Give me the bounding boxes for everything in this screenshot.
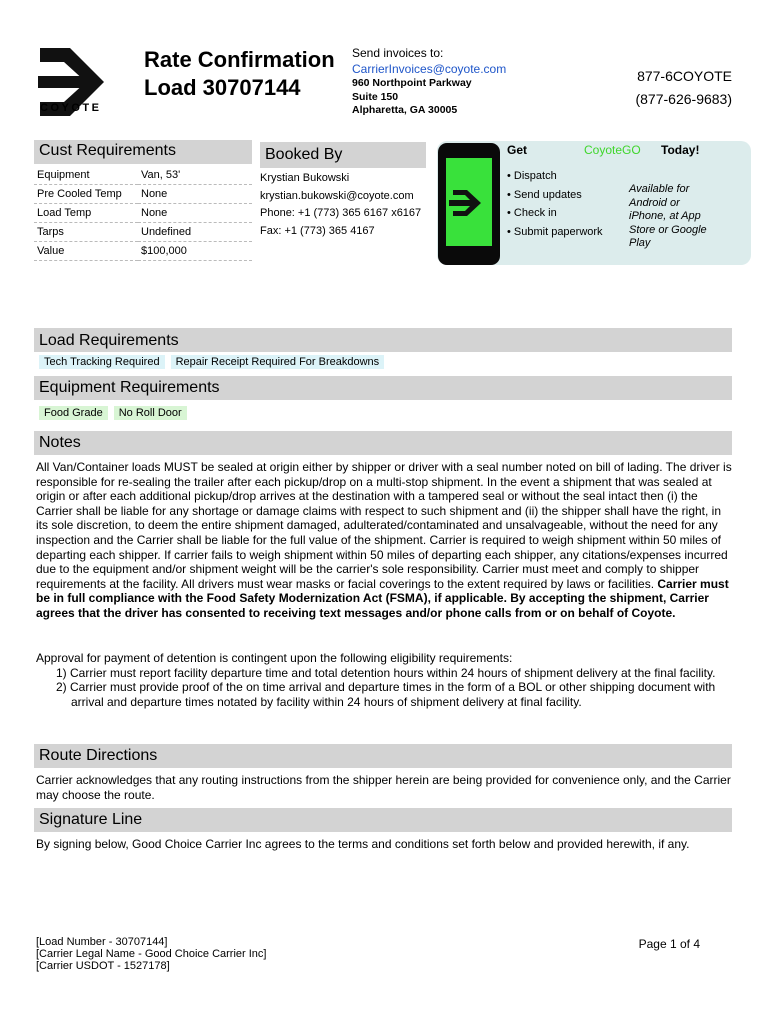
approval-item: 1) Carrier must report facility departure time and total detention hours within 24 hours of shipment delivery at the final facility. — [56, 665, 716, 680]
address-line1: 960 Northpoint Parkway — [352, 77, 472, 89]
promo-availability: Available for Android or iPhone, at App Store or Google Play — [629, 183, 707, 249]
promo-bullet: • Send updates — [507, 188, 582, 201]
footer-load-number: [Load Number - 30707144] — [36, 936, 168, 948]
address-line2: Suite 150 — [352, 90, 399, 103]
document-title — [144, 46, 335, 102]
title-line1: Rate Confirmation — [144, 47, 335, 72]
booker-phone: Phone: +1 (773) 365 6167 x6167 — [260, 207, 422, 219]
promo-bullet: • Check in — [507, 207, 557, 219]
booker-fax: Fax: +1 (773) 365 4167 — [260, 224, 375, 237]
coyote-arrow-icon — [447, 188, 491, 218]
logo-text: COYOTE — [40, 102, 102, 114]
requirement-chip: Repair Receipt Required For Breakdowns — [171, 355, 385, 369]
cust-requirements-header: Cust Requirements — [34, 140, 252, 164]
cust-requirements-table — [34, 166, 252, 261]
phone-number: (877-626-9683) — [635, 91, 732, 107]
req-key: Equipment — [34, 166, 138, 185]
invoice-email-link[interactable]: CarrierInvoices@coyote.com — [352, 62, 507, 76]
contact-phone — [600, 65, 732, 111]
req-key: Value — [34, 242, 138, 261]
route-directions-body: Carrier acknowledges that any routing instructions from the shipper herein are being provided for convenience only, and the Carrier may choose the route. — [36, 773, 731, 802]
notes-body — [36, 460, 732, 621]
footer-info — [36, 936, 266, 972]
req-value: Undefined — [138, 223, 252, 242]
booker-email[interactable]: krystian.bukowski@coyote.com — [260, 189, 414, 202]
invoice-address — [352, 45, 506, 118]
requirement-chip: Tech Tracking Required — [39, 355, 165, 369]
promo-bullets — [507, 167, 603, 241]
booked-by-header: Booked By — [260, 142, 426, 168]
promo-today: Today! — [661, 143, 700, 157]
signature-body: By signing below, Good Choice Carrier Inc agrees to the terms and conditions set forth below and provided herewith, if any. — [36, 837, 690, 851]
req-key: Pre Cooled Temp — [34, 185, 138, 204]
load-requirements-chips — [39, 352, 390, 370]
table-row — [34, 242, 252, 261]
table-row — [34, 185, 252, 204]
req-value: None — [138, 185, 252, 204]
req-key: Load Temp — [34, 204, 138, 223]
route-directions-header: Route Directions — [34, 744, 732, 768]
equipment-chip: No Roll Door — [114, 406, 187, 420]
req-value: None — [138, 204, 252, 223]
notes-bold-text: Carrier must be in full compliance with the Food Safety Modernization Act (FSMA), if applicable. By accepting the shipment, Carrier agrees that the driver has consented to receiving text messages and/or phone calls from or on behalf of Coyote. — [36, 576, 729, 620]
req-value: $100,000 — [138, 242, 252, 261]
footer-carrier-name: [Carrier Legal Name - Good Choice Carrier Inc] — [36, 948, 267, 960]
approval-intro: Approval for payment of detention is contingent upon the following eligibility requirements: — [36, 651, 513, 665]
signature-line-header: Signature Line — [34, 808, 732, 832]
phone-vanity: 877-6COYOTE — [637, 68, 732, 84]
notes-text: All Van/Container loads MUST be sealed at origin either by shipper or driver with a seal number noted on bill of lading. The driver is responsible for re-sealing the trailer after each pickup/drop on a multi-stop shipment. In the event a shipment that was sealed at origin or after each additional pickup/drop arrives at the destination with a tampered seal or without the seal intact then (i) the Carrier shall be liable for any shortage or damage claims with respect to such shipment and (ii) the shipper shall have the right, in its sole discretion, to deem the entire shipment damaged, adulterated/contaminated and unsalvageable, without the need for any inspection and the Carrier shall be liable for the full value of the shipment. Carrier is required to weigh shipment within 50 miles of departing each shipper. If carrier fails to weigh shipment within 50 miles of departing each shipper, any citations/expenses incurred due to the equipment and/or shipment weight will be the carrier's sole responsibility. Carrier must meet and comply to shipper requirements at the facility. All drivers must wear masks or facial coverings to the extent required by laws or facilities. — [36, 460, 732, 591]
table-row — [34, 204, 252, 223]
approval-item: 2) Carrier must provide proof of the on time arrival and departure times in the form of a BOL or other shipping document with arrival and departure times notated by facility within 24 hours of shipment delivery at final facility. — [56, 680, 716, 709]
title-line2: Load 30707144 — [144, 75, 301, 100]
footer-carrier-usdot: [Carrier USDOT - 1527178] — [36, 960, 170, 972]
booked-by-details — [260, 172, 430, 242]
promo-get: Get — [507, 143, 528, 157]
equipment-requirements-chips — [39, 403, 193, 421]
promo-bullet: • Dispatch — [507, 170, 557, 182]
promo-brand: CoyoteGO — [584, 143, 641, 157]
table-row — [34, 166, 252, 185]
send-label: Send invoices to: — [352, 46, 444, 60]
req-key: Tarps — [34, 223, 138, 242]
equipment-requirements-header: Equipment Requirements — [34, 376, 732, 400]
address-line3: Alpharetta, GA 30005 — [352, 104, 458, 116]
table-row — [34, 223, 252, 242]
promo-bullet: • Submit paperwork — [507, 225, 603, 238]
booker-name: Krystian Bukowski — [260, 172, 350, 184]
req-value: Van, 53' — [138, 166, 252, 185]
equipment-chip: Food Grade — [39, 406, 108, 420]
detention-approval — [36, 651, 732, 709]
page-number: Page 1 of 4 — [638, 937, 700, 951]
notes-header: Notes — [34, 431, 732, 455]
load-requirements-header: Load Requirements — [34, 328, 732, 352]
